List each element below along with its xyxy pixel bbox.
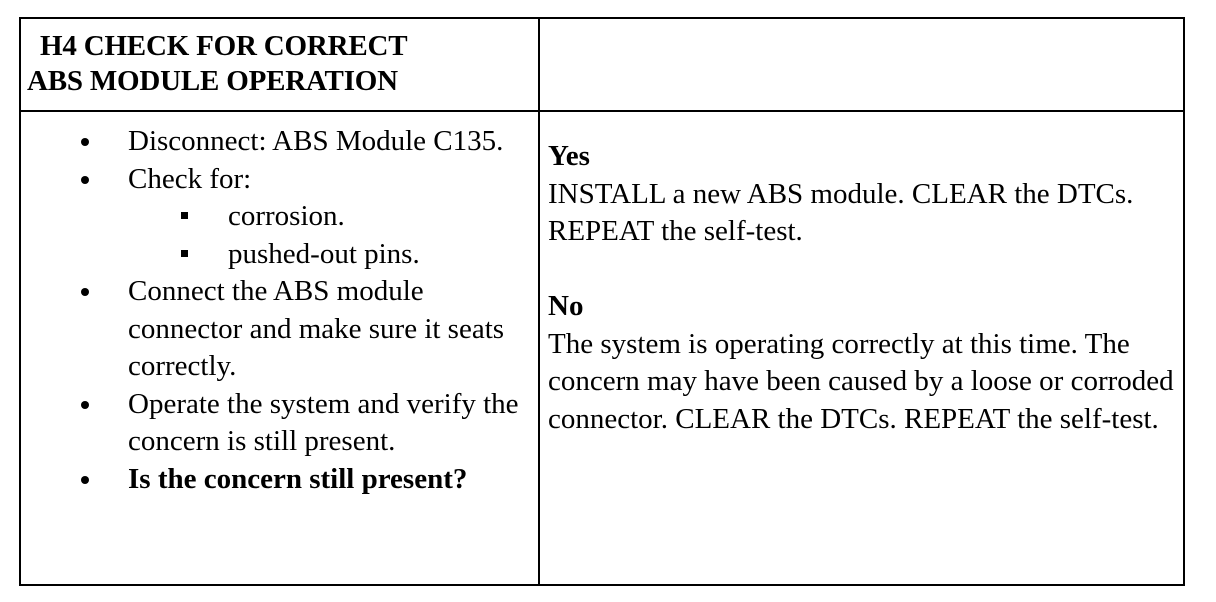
diagnostic-table [19, 17, 1185, 586]
action-step-question [21, 461, 536, 499]
action-step-text: Connect the ABS module connector and make sure it seats correctly. [128, 275, 505, 382]
no-result-text: The system is operating correctly at this time. The concern may have been caused by a loose or corroded connector. CLEAR the DTCs. REPEAT the self-test. [548, 327, 1174, 435]
results-column [548, 138, 1178, 438]
spacer [548, 251, 1178, 289]
square-bullet-icon [181, 212, 188, 219]
action-step [21, 161, 536, 199]
step-title-line-1: H4 CHECK FOR CORRECT [40, 30, 408, 62]
action-substep [21, 236, 536, 274]
square-bullet-icon [181, 250, 188, 257]
bullet-icon [81, 476, 89, 484]
bullet-icon [81, 288, 89, 296]
action-step-text: Is the concern still present? [128, 462, 468, 495]
action-substep [21, 198, 536, 236]
action-substep-text: pushed-out pins. [228, 237, 420, 270]
action-steps-list [21, 123, 536, 498]
action-step [21, 123, 536, 161]
action-substep-text: corrosion. [228, 200, 345, 232]
action-step-text: Operate the system and verify the concern is still present. [128, 387, 519, 457]
action-step-text: Disconnect: ABS Module C135. [128, 125, 504, 157]
action-step-text: Check for: [128, 162, 252, 195]
yes-result-text: INSTALL a new ABS module. CLEAR the DTCs. REPEAT the self-test. [548, 177, 1134, 247]
step-title-line-2: ABS MODULE OPERATION [27, 65, 398, 97]
bullet-icon [81, 176, 89, 184]
action-step [21, 273, 536, 386]
table-header-row [21, 19, 1183, 112]
bullet-icon [81, 401, 89, 409]
step-title [27, 29, 527, 99]
no-label: No [548, 290, 584, 322]
bullet-icon [81, 138, 89, 146]
yes-label: Yes [548, 140, 590, 172]
action-step [21, 386, 536, 461]
column-divider [538, 19, 540, 584]
